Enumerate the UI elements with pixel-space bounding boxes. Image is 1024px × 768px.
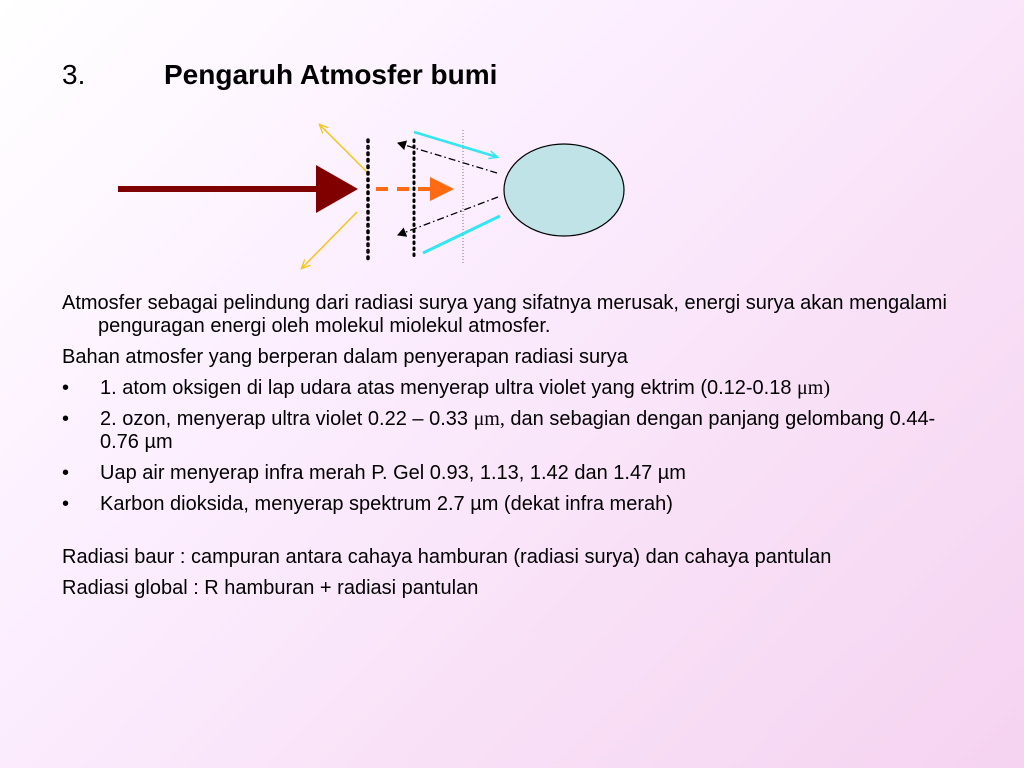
title-text: Pengaruh Atmosfer bumi xyxy=(164,59,498,90)
earth-circle xyxy=(504,144,624,236)
intro-paragraph: Atmosfer sebagai pelindung dari radiasi surya yang sifatnya merusak, energi surya akan mengalami penguragan energi oleh molekul miolekul atmosfer. xyxy=(62,292,947,337)
bullet-text: Uap air menyerap infra merah P. Gel 0.93, 1.13, 1.42 dan 1.47 µm xyxy=(100,462,686,484)
bullet-marker: • xyxy=(62,377,70,399)
atmosphere-radiation-diagram xyxy=(100,115,660,275)
bullet-text: Karbon dioksida, menyerap spektrum 2.7 µm (dekat infra merah) xyxy=(100,493,673,515)
list-item xyxy=(62,408,962,454)
scattered-ray-up xyxy=(320,125,367,172)
bullet-text: 1. atom oksigen di lap udara atas menyerap ultra violet yang ektrim (0.12-0.18 xyxy=(100,377,798,399)
list-item xyxy=(62,377,962,400)
title-number: 3. xyxy=(62,59,86,90)
list-item xyxy=(62,462,962,485)
bullet-unit: μm, xyxy=(473,408,505,430)
bullet-text: 2. ozon, menyerap ultra violet 0.22 – 0.33 xyxy=(100,408,474,430)
radiasi-baur-paragraph: Radiasi baur : campuran antara cahaya hamburan (radiasi surya) dan cahaya pantulan xyxy=(62,546,832,568)
bullet-unit: μm) xyxy=(797,377,830,399)
reflected-ray-lower xyxy=(398,197,498,235)
bullet-marker: • xyxy=(62,462,70,484)
spacer xyxy=(62,524,962,546)
bullet-tail: dan sebagian dengan panjang gelombang 0.44-0.76 µm xyxy=(100,408,936,453)
page-title xyxy=(62,58,497,92)
bullet-marker: • xyxy=(62,408,70,430)
list-item xyxy=(62,493,962,516)
lead-paragraph: Bahan atmosfer yang berperan dalam penyerapan radiasi surya xyxy=(62,346,628,368)
cyan-ray-upper xyxy=(414,132,497,157)
radiasi-global-paragraph: Radiasi global : R hamburan + radiasi pantulan xyxy=(62,577,479,599)
content-body xyxy=(62,292,962,608)
scattered-ray-down xyxy=(302,212,357,268)
bullet-marker: • xyxy=(62,493,70,515)
